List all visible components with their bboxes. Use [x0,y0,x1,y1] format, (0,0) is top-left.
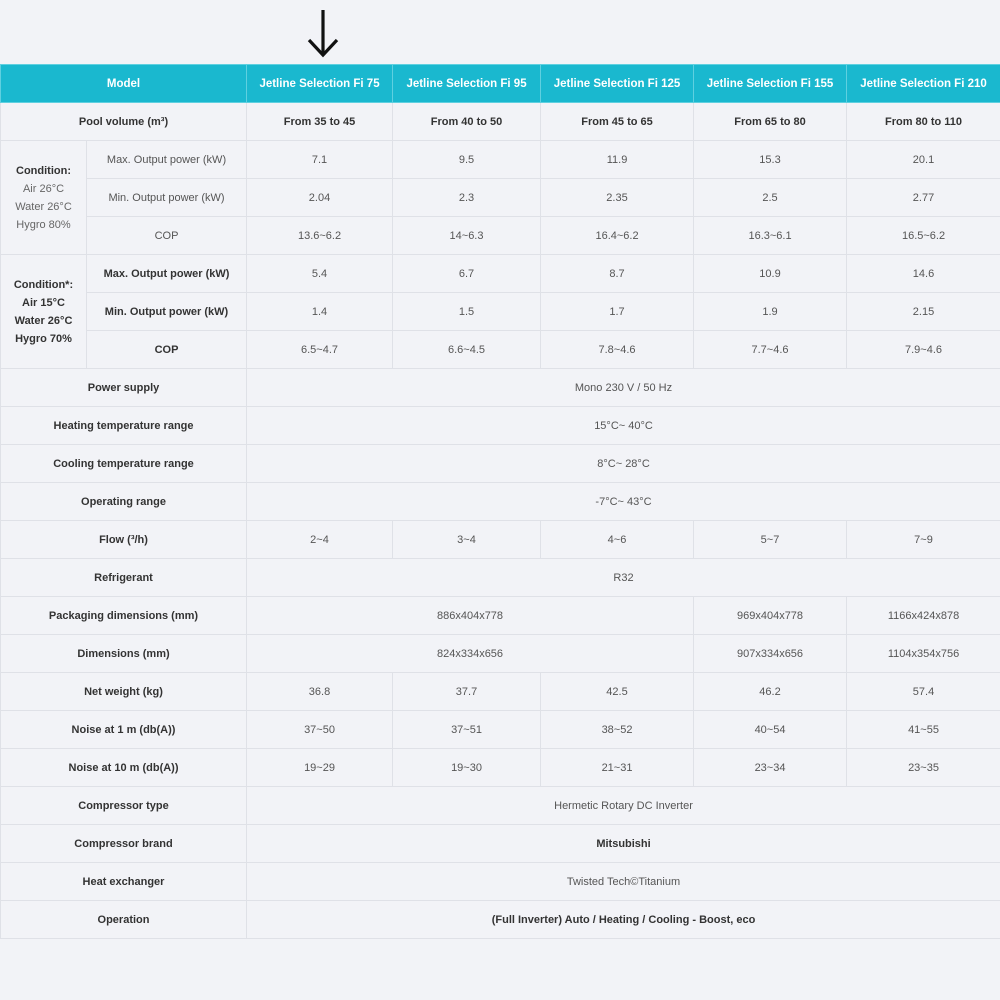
table-cell: 20.1 [847,141,1000,179]
table-cell: From 35 to 45 [247,103,393,141]
row-sublabel: COP [87,331,247,369]
table-cell: 2.5 [694,179,847,217]
table-cell: 7.8~4.6 [541,331,694,369]
model-name: Jetline Selection Fi 210 [847,65,1000,103]
model-name: Jetline Selection Fi 75 [247,65,393,103]
row-sublabel: Max. Output power (kW) [87,141,247,179]
table-cell: 36.8 [247,673,393,711]
table-cell: 1.5 [393,293,541,331]
table-cell: 1104x354x756 [847,635,1000,673]
table-cell: 2.15 [847,293,1000,331]
row-label: Dimensions (mm) [1,635,247,673]
table-cell: 1166x424x878 [847,597,1000,635]
arrow-down-icon [306,8,340,60]
table-row [1,293,1000,331]
table-cell: 41~55 [847,711,1000,749]
table-cell: 9.5 [393,141,541,179]
table-row [1,673,1000,711]
model-header: Model [1,65,247,103]
condition-line: Water 26°C [15,200,72,213]
row-sublabel: Min. Output power (kW) [87,179,247,217]
table-cell: 2.04 [247,179,393,217]
row-label: Pool volume (m³) [1,103,247,141]
table-cell: 2~4 [247,521,393,559]
table-cell: 969x404x778 [694,597,847,635]
row-label: Flow (³/h) [1,521,247,559]
specs-table [0,64,1000,939]
table-cell: 1.9 [694,293,847,331]
row-sublabel: COP [87,217,247,255]
table-cell: 6.5~4.7 [247,331,393,369]
table-row [1,521,1000,559]
table-cell: 19~30 [393,749,541,787]
condition-label [1,255,87,369]
row-label: Net weight (kg) [1,673,247,711]
table-cell: 10.9 [694,255,847,293]
table-row [1,901,1000,939]
condition-line: Water 26°C [14,314,73,327]
table-cell: 1.7 [541,293,694,331]
table-cell: 6.6~4.5 [393,331,541,369]
table-row [1,217,1000,255]
table-cell: 3~4 [393,521,541,559]
table-row [1,635,1000,673]
row-label: Power supply [1,369,247,407]
table-row [1,711,1000,749]
model-name: Jetline Selection Fi 155 [694,65,847,103]
table-row [1,825,1000,863]
table-cell: From 40 to 50 [393,103,541,141]
table-cell: 8.7 [541,255,694,293]
row-label: Cooling temperature range [1,445,247,483]
table-cell: Twisted Tech©Titanium [247,863,1000,901]
table-cell: 42.5 [541,673,694,711]
row-label: Refrigerant [1,559,247,597]
table-cell: -7°C~ 43°C [247,483,1000,521]
table-cell: 14.6 [847,255,1000,293]
table-cell: 2.35 [541,179,694,217]
table-cell: 11.9 [541,141,694,179]
table-cell: 13.6~6.2 [247,217,393,255]
condition-title: Condition: [16,164,71,177]
table-cell: Mitsubishi [247,825,1000,863]
condition-line: Air 26°C [22,182,65,195]
table-cell: 15.3 [694,141,847,179]
table-cell: (Full Inverter) Auto / Heating / Cooling - Boost, eco [247,901,1000,939]
table-row [1,749,1000,787]
row-label: Compressor type [1,787,247,825]
row-label: Operating range [1,483,247,521]
row-label: Heat exchanger [1,863,247,901]
table-cell: 16.5~6.2 [847,217,1000,255]
table-cell: 7.9~4.6 [847,331,1000,369]
table-cell: 824x334x656 [247,635,694,673]
table-row [1,255,1000,293]
row-label: Packaging dimensions (mm) [1,597,247,635]
table-row [1,863,1000,901]
table-cell: 907x334x656 [694,635,847,673]
table-row [1,483,1000,521]
table-row [1,141,1000,179]
table-cell: 16.3~6.1 [694,217,847,255]
condition-line: Hygro 80% [16,218,71,231]
row-label: Compressor brand [1,825,247,863]
table-cell: 2.77 [847,179,1000,217]
table-row [1,787,1000,825]
row-sublabel: Max. Output power (kW) [87,255,247,293]
table-cell: 23~34 [694,749,847,787]
row-label: Noise at 10 m (db(A)) [1,749,247,787]
table-cell: 5.4 [247,255,393,293]
table-cell: R32 [247,559,1000,597]
table-cell: 57.4 [847,673,1000,711]
table-row [1,331,1000,369]
table-row [1,559,1000,597]
table-cell: 7~9 [847,521,1000,559]
table-cell: From 45 to 65 [541,103,694,141]
model-name: Jetline Selection Fi 125 [541,65,694,103]
table-cell: 37~51 [393,711,541,749]
row-sublabel: Min. Output power (kW) [87,293,247,331]
condition-title: Condition*: [13,278,74,291]
table-cell: Mono 230 V / 50 Hz [247,369,1000,407]
table-cell: 8°C~ 28°C [247,445,1000,483]
table-cell: 7.7~4.6 [694,331,847,369]
table-cell: 5~7 [694,521,847,559]
table-row [1,407,1000,445]
table-cell: 14~6.3 [393,217,541,255]
row-label: Heating temperature range [1,407,247,445]
table-cell: 7.1 [247,141,393,179]
table-cell: 21~31 [541,749,694,787]
table-cell: 886x404x778 [247,597,694,635]
condition-line: Hygro 70% [15,332,72,345]
table-cell: 6.7 [393,255,541,293]
table-cell: 1.4 [247,293,393,331]
table-cell: 16.4~6.2 [541,217,694,255]
row-label: Operation [1,901,247,939]
table-cell: 23~35 [847,749,1000,787]
header-row [1,65,1000,103]
model-name: Jetline Selection Fi 95 [393,65,541,103]
table-cell: 46.2 [694,673,847,711]
table-cell: From 65 to 80 [694,103,847,141]
table-row [1,103,1000,141]
table-cell: From 80 to 110 [847,103,1000,141]
table-cell: 38~52 [541,711,694,749]
table-row [1,369,1000,407]
table-cell: 37.7 [393,673,541,711]
table-cell: 2.3 [393,179,541,217]
table-cell: 4~6 [541,521,694,559]
table-row [1,179,1000,217]
condition-line: Air 15°C [22,296,65,309]
table-cell: 40~54 [694,711,847,749]
table-row [1,597,1000,635]
table-row [1,445,1000,483]
row-label: Noise at 1 m (db(A)) [1,711,247,749]
table-cell: 15°C~ 40°C [247,407,1000,445]
table-cell: Hermetic Rotary DC Inverter [247,787,1000,825]
condition-label [1,141,87,255]
table-cell: 19~29 [247,749,393,787]
table-cell: 37~50 [247,711,393,749]
